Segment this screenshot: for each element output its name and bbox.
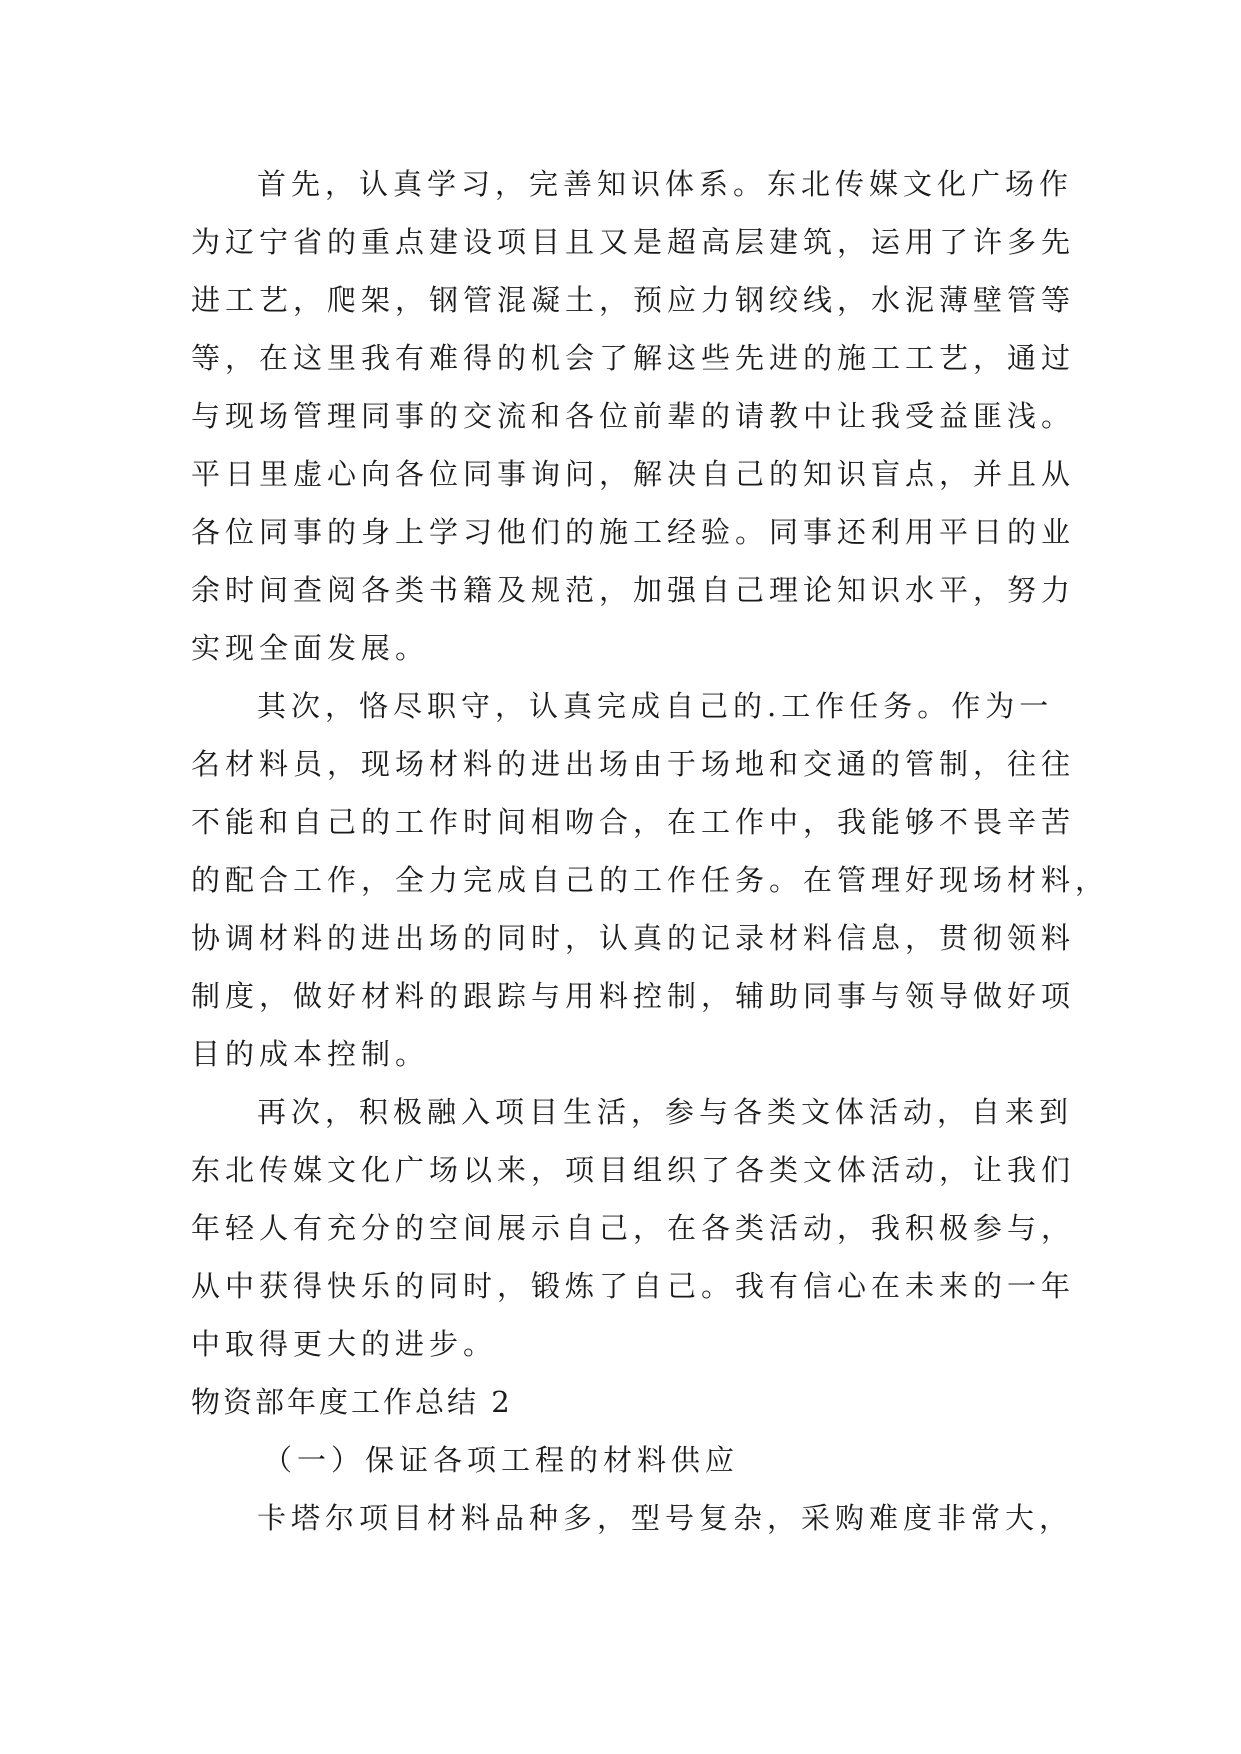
text-line: 平日里虚心向各位同事询问，解决自己的知识盲点，并且从 (191, 457, 1076, 491)
text-line: 实现全面发展。 (191, 631, 430, 665)
text-line: 目的成本控制。 (191, 1037, 430, 1071)
text-line: 等，在这里我有难得的机会了解这些先进的施工工艺，通过 (191, 341, 1076, 375)
subsection-heading: （一）保证各项工程的材料供应 (263, 1443, 740, 1477)
text-line: 余时间查阅各类书籍及规范，加强自己理论知识水平，努力 (191, 573, 1076, 607)
text-line: 进工艺，爬架，钢管混凝土，预应力钢绞线，水泥薄壁管等 (191, 283, 1076, 317)
document-body (191, 155, 1110, 1547)
text-line: 协调材料的进出场的同时，认真的记录材料信息，贯彻领料 (191, 921, 1076, 955)
section-heading: 物资部年度工作总结 2 (191, 1385, 513, 1419)
text-line: 与现场管理同事的交流和各位前辈的请教中让我受益匪浅。 (191, 399, 1076, 433)
text-line: 卡塔尔项目材料品种多，型号复杂，采购难度非常大， (257, 1501, 1074, 1535)
text-line: 为辽宁省的重点建设项目且又是超高层建筑，运用了许多先 (191, 225, 1076, 259)
text-line: 中取得更大的进步。 (191, 1327, 498, 1361)
text-line: 的配合工作，全力完成自己的工作任务。在管理好现场材料， (191, 863, 1110, 897)
text-line: 再次，积极融入项目生活，参与各类文体活动，自来到 (257, 1095, 1074, 1129)
text-line: 名材料员，现场材料的进出场由于场地和交通的管制，往往 (191, 747, 1076, 781)
text-line: 年轻人有充分的空间展示自己，在各类活动，我积极参与， (191, 1211, 1076, 1245)
text-line: 首先，认真学习，完善知识体系。东北传媒文化广场作 (257, 167, 1074, 201)
text-line: 从中获得快乐的同时，锻炼了自己。我有信心在未来的一年 (191, 1269, 1076, 1303)
text-line: 其次，恪尽职守，认真完成自己的.工作任务。作为一 (257, 689, 1054, 723)
text-line: 各位同事的身上学习他们的施工经验。同事还利用平日的业 (191, 515, 1076, 549)
text-line: 东北传媒文化广场以来，项目组织了各类文体活动，让我们 (191, 1153, 1076, 1187)
text-line: 制度，做好材料的跟踪与用料控制，辅助同事与领导做好项 (191, 979, 1076, 1013)
text-line: 不能和自己的工作时间相吻合，在工作中，我能够不畏辛苦 (191, 805, 1076, 839)
